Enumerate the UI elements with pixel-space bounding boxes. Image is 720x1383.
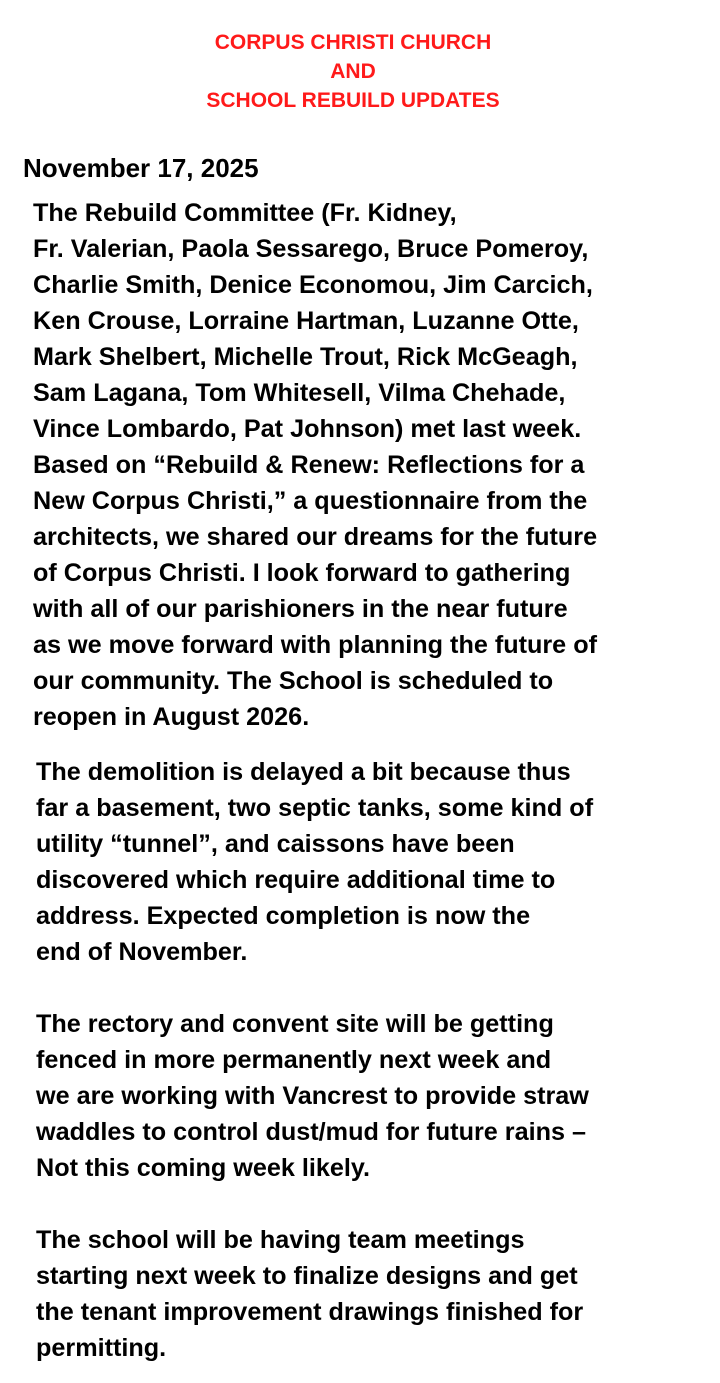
text-line: The Rebuild Committee (Fr. Kidney, xyxy=(33,199,457,227)
text-line: fenced in more permanently next week and xyxy=(36,1046,552,1074)
paragraph-rectory-convent xyxy=(36,1006,589,1186)
text-line: we are working with Vancrest to provide straw xyxy=(36,1082,589,1110)
paragraph-rebuild-committee xyxy=(33,195,597,735)
text-line: utility “tunnel”, and caissons have been xyxy=(36,830,515,858)
paragraph-school-meetings xyxy=(36,1222,583,1366)
text-line: Ken Crouse, Lorraine Hartman, Luzanne Otte, xyxy=(33,307,579,335)
text-line: discovered which require additional time to xyxy=(36,866,556,894)
text-line: architects, we shared our dreams for the future xyxy=(33,523,598,551)
text-line: New Corpus Christi,” a questionnaire from the xyxy=(33,487,588,515)
text-line: end of November. xyxy=(36,938,248,966)
text-line: address. Expected completion is now the xyxy=(36,902,531,930)
text-line: The school will be having team meetings xyxy=(36,1226,525,1254)
text-line: with all of our parishioners in the near future xyxy=(33,595,568,623)
header-line-1: CORPUS CHRISTI CHURCH xyxy=(214,31,492,54)
text-line: Sam Lagana, Tom Whitesell, Vilma Chehade, xyxy=(33,379,566,407)
header-line-2: AND xyxy=(330,60,376,83)
text-line: Charlie Smith, Denice Economou, Jim Carcich, xyxy=(33,271,593,299)
text-line: waddles to control dust/mud for future rains – xyxy=(36,1118,586,1146)
text-line: reopen in August 2026. xyxy=(33,703,310,731)
text-line: The rectory and convent site will be getting xyxy=(36,1010,554,1038)
text-line: Not this coming week likely. xyxy=(36,1154,371,1182)
update-date: November 17, 2025 xyxy=(23,153,259,183)
header-line-3: SCHOOL REBUILD UPDATES xyxy=(206,89,500,112)
text-line: The demolition is delayed a bit because thus xyxy=(36,758,571,786)
text-line: the tenant improvement drawings finished for xyxy=(36,1298,584,1326)
text-line: of Corpus Christi. I look forward to gathering xyxy=(33,559,571,587)
text-line: Vince Lombardo, Pat Johnson) met last week. xyxy=(33,415,582,443)
text-line: Fr. Valerian, Paola Sessarego, Bruce Pomeroy, xyxy=(33,235,589,263)
text-line: as we move forward with planning the future of xyxy=(33,631,597,659)
page-header xyxy=(0,28,706,115)
text-line: permitting. xyxy=(36,1334,167,1362)
paragraph-demolition xyxy=(36,754,593,970)
text-line: far a basement, two septic tanks, some kind of xyxy=(36,794,594,822)
text-line: our community. The School is scheduled to xyxy=(33,667,554,695)
text-line: Based on “Rebuild & Renew: Reflections for a xyxy=(33,451,585,479)
text-line: Mark Shelbert, Michelle Trout, Rick McGeagh, xyxy=(33,343,578,371)
text-line: starting next week to finalize designs and get xyxy=(36,1262,578,1290)
